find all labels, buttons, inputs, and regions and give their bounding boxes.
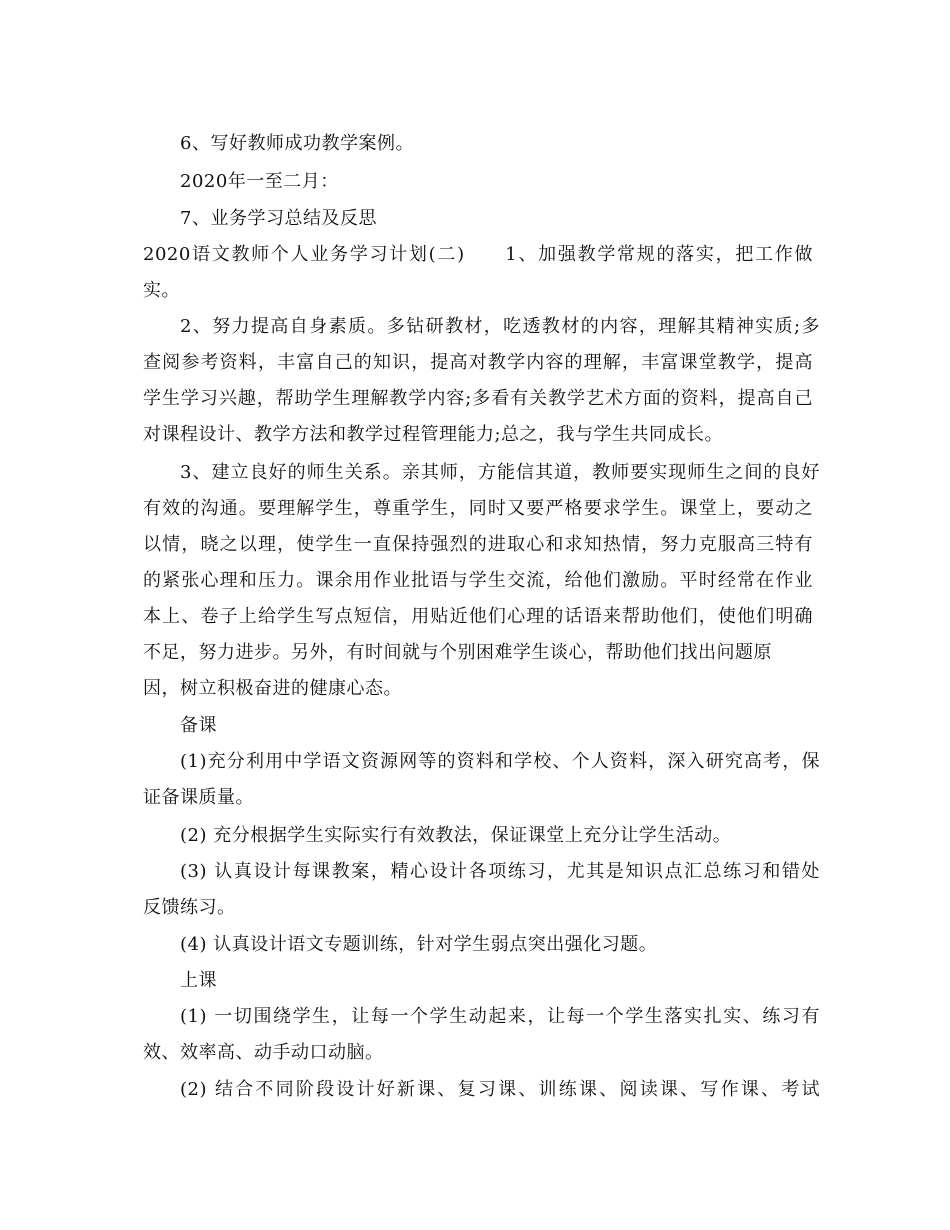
text-line: 2020语文教师个人业务学习计划(二) 1、加强教学常规的落实，把工作做 bbox=[143, 244, 813, 265]
text-line: 6、写好教师成功教学案例。 bbox=[180, 133, 414, 154]
section-heading: 上课 bbox=[180, 970, 217, 991]
text-line: 本上、卷子上给学生写点短信，用贴近他们心理的话语来帮助他们，使他们明确 bbox=[143, 606, 813, 627]
text-line: 的紧张心理和压力。课余用作业批语与学生交流，给他们激励。平时经常在作业 bbox=[143, 570, 813, 591]
text-line: 反馈练习。 bbox=[143, 897, 236, 918]
text-line: 有效的沟通。要理解学生，尊重学生，同时又要严格要求学生。课堂上，要动之 bbox=[143, 498, 813, 519]
section-heading: 备课 bbox=[180, 715, 217, 736]
text-line: 证备课质量。 bbox=[143, 787, 254, 808]
text-line: (1) 一切围绕学生，让每一个学生动起来，让每一个学生落实扎实、练习有 bbox=[180, 1006, 820, 1027]
text-line: 3、建立良好的师生关系。亲其师，方能信其道，教师要实现师生之间的良好 bbox=[180, 462, 820, 483]
text-line: 学生学习兴趣，帮助学生理解教学内容;多看有关教学艺术方面的资料，提高自己 bbox=[143, 388, 813, 409]
text-line: (3) 认真设计每课教案，精心设计各项练习，尤其是知识点汇总练习和错处 bbox=[180, 861, 820, 882]
text-line: (4) 认真设计语文专题训练，针对学生弱点突出强化习题。 bbox=[180, 934, 658, 955]
text-line: 效、效率高、动手动口动脑。 bbox=[143, 1042, 384, 1063]
text-line: 因，树立积极奋进的健康心态。 bbox=[143, 678, 402, 699]
text-line: 以情，晓之以理，使学生一直保持强烈的进取心和求知热情，努力克服高三特有 bbox=[143, 534, 813, 555]
text-line: 2、努力提高自身素质。多钻研教材，吃透教材的内容，理解其精神实质;多 bbox=[180, 316, 820, 337]
text-line: 对课程设计、教学方法和教学过程管理能力;总之，我与学生共同成长。 bbox=[143, 424, 724, 445]
text-line: 不足，努力进步。另外，有时间就与个别困难学生谈心，帮助他们找出问题原 bbox=[143, 642, 772, 663]
text-line: (1)充分利用中学语文资源网等的资料和学校、个人资料，深入研究高考，保 bbox=[180, 751, 820, 772]
text-line: (2) 结合不同阶段设计好新课、复习课、训练课、阅读课、写作课、考试 bbox=[180, 1079, 820, 1100]
text-line: (2) 充分根据学生实际实行有效教法，保证课堂上充分让学生活动。 bbox=[180, 825, 732, 846]
text-line: 查阅参考资料，丰富自己的知识，提高对教学内容的理解，丰富课堂教学，提高 bbox=[143, 352, 813, 373]
text-line: 2020年一至二月： bbox=[180, 171, 339, 192]
text-line: 7、业务学习总结及反思 bbox=[180, 208, 377, 229]
text-line: 实。 bbox=[143, 280, 180, 301]
